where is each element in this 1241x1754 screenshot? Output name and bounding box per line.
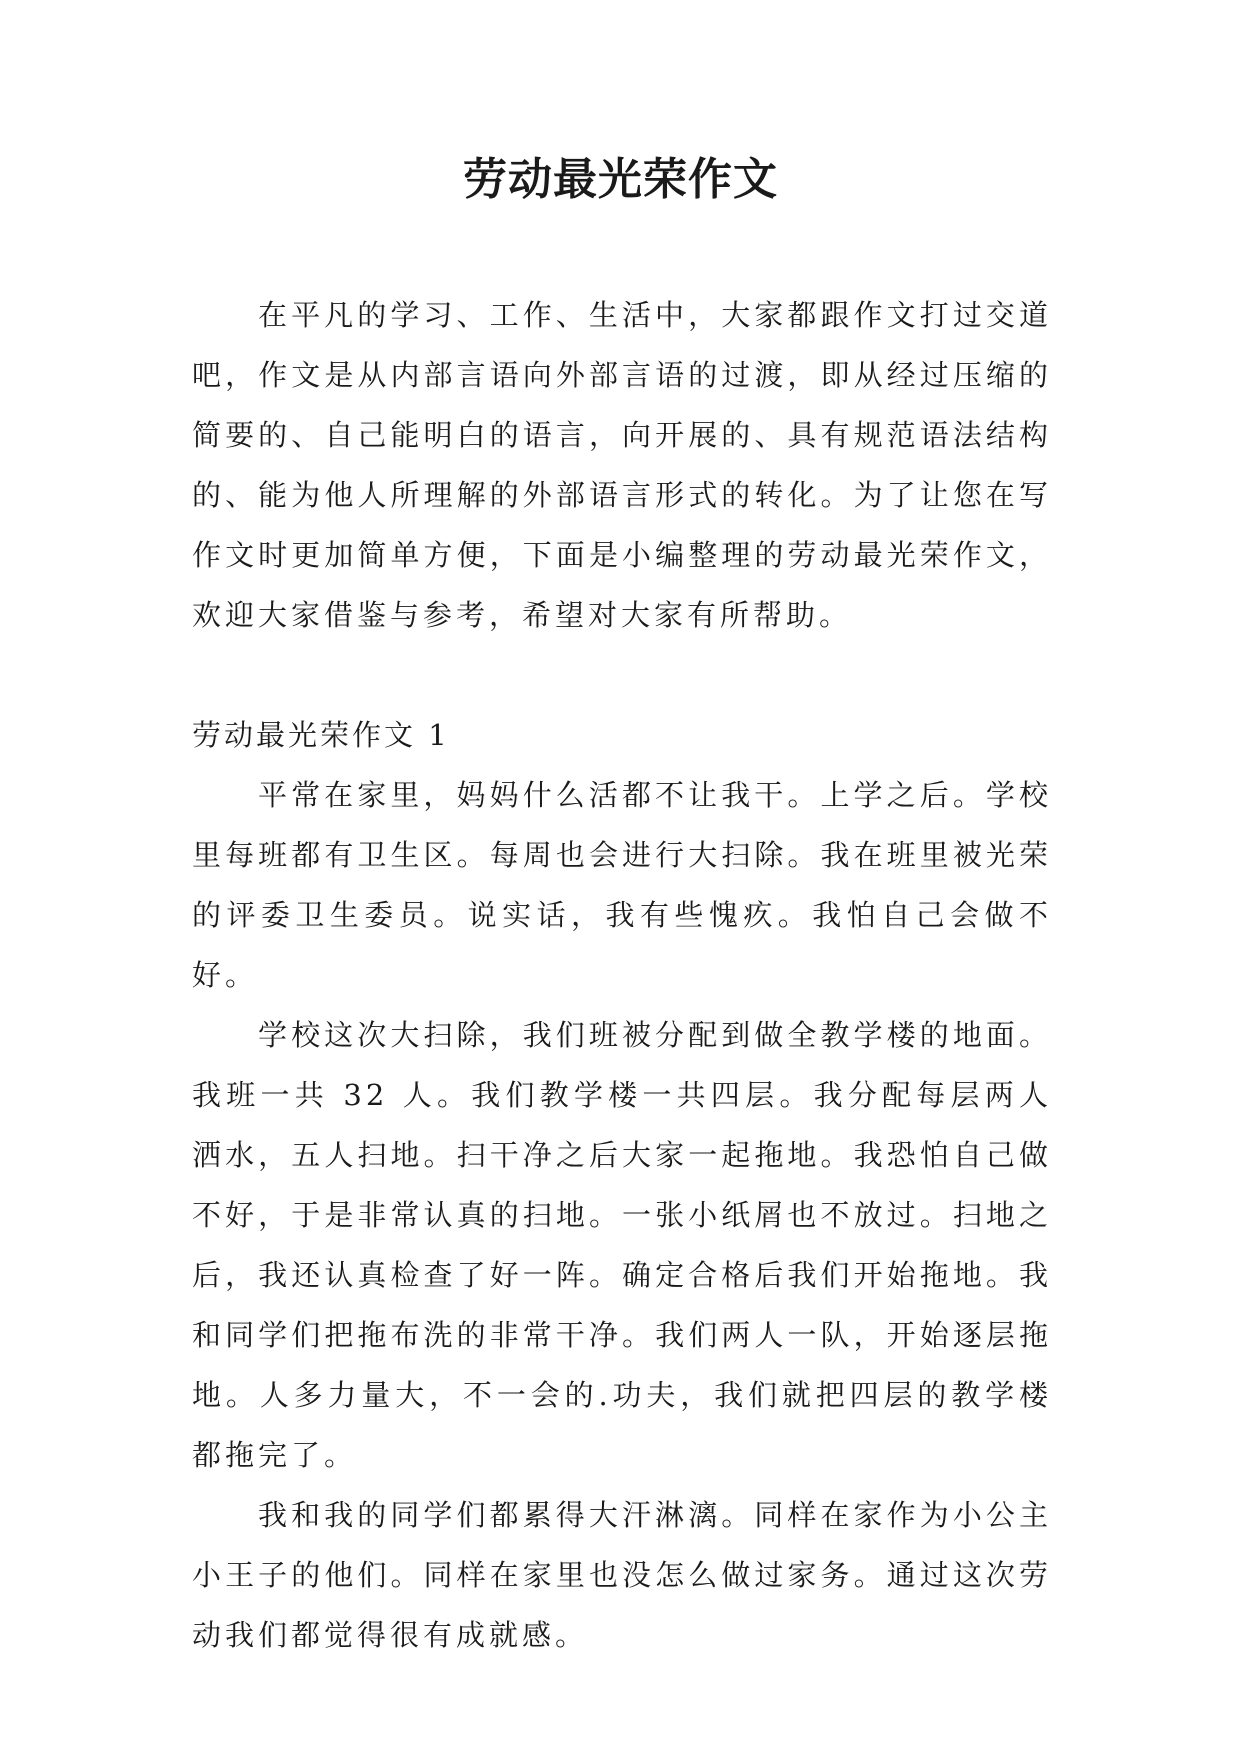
document-title: 劳动最光荣作文 xyxy=(463,154,778,205)
section-heading: 劳动最光荣作文 1 xyxy=(192,718,450,752)
intro-paragraph: 在平凡的学习、工作、生活中，大家都跟作文打过交道吧，作文是从内部言语向外部言语的过渡，即从经过压缩的简要的、自己能明白的语言，向开展的、具有规范语法结构的、能为他人所理解的外部语言形式的转化。为了让您在写作文时更加简单方便，下面是小编整理的劳动最光荣作文，欢迎大家借鉴与参考，希望对大家有所帮助。 xyxy=(192,298,1052,632)
section-paragraph: 平常在家里，妈妈什么活都不让我干。上学之后。学校里每班都有卫生区。每周也会进行大扫除。我在班里被光荣的评委卫生委员。说实话，我有些愧疚。我怕自己会做不好。 xyxy=(192,778,1052,992)
section-paragraph: 学校这次大扫除，我们班被分配到做全教学楼的地面。我班一共 32 人。我们教学楼一共四层。我分配每层两人洒水，五人扫地。扫干净之后大家一起拖地。我恐怕自己做不好，于是非常认真的扫地。一张小纸屑也不放过。扫地之后，我还认真检查了好一阵。确定合格后我们开始拖地。我和同学们把拖布洗的非常干净。我们两人一队，开始逐层拖地。人多力量大，不一会的.功夫，我们就把四层的教学楼都拖完了。 xyxy=(192,1018,1052,1472)
essay-section xyxy=(192,705,1052,1665)
section-paragraph: 我和我的同学们都累得大汗淋漓。同样在家作为小公主小王子的他们。同样在家里也没怎么做过家务。通过这次劳动我们都觉得很有成就感。 xyxy=(192,1498,1052,1652)
document-body xyxy=(192,285,1052,1665)
